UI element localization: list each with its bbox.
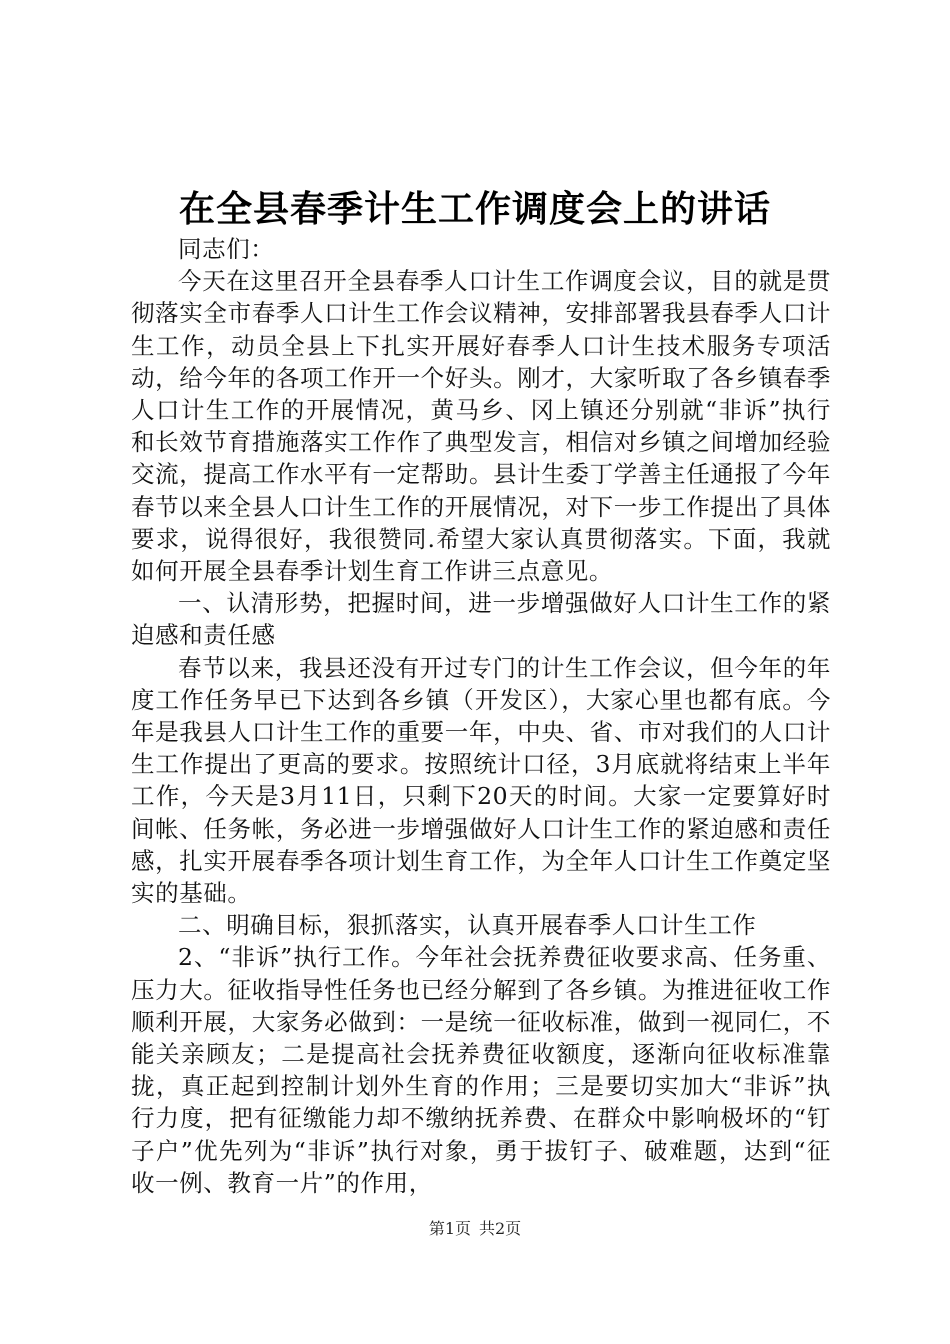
page-number-current: 第1页 (428, 1219, 471, 1238)
section-heading-2: 二、明确目标，狠抓落实，认真开展春季人口计生工作 (178, 911, 757, 940)
section-heading-1: 一、认清形势，把握时间，进一步增强做好人口计生工作的紧迫感和责任感 (131, 589, 831, 650)
section-1-paragraph: 春节以来，我县还没有开过专门的计生工作会议，但今年的年度工作任务早已下达到各乡镇（开发区），大家心里也都有底。今年是我县人口计生工作的重要一年，中央、省、市对我们的人口计生工作提出了更高的要求。按照统计口径，3月底就将结束上半年工作，今天是3月11日，只剩下20天的时间。大家一定要算好时间帐、任务帐，务必进一步增强做好人口计生工作的紧迫感和责任感，扎实开展春季各项计划生育工作，为全年人口计生工作奠定坚实的基础。 (131, 653, 831, 908)
page-footer (0, 1218, 950, 1240)
section-2-paragraph: 2、“非诉”执行工作。今年社会抚养费征收要求高、任务重、压力大。征收指导性任务也已经分解到了各乡镇。为推进征收工作顺利开展，大家务必做到：一是统一征收标准，做到一视同仁，不能关亲顾友；二是提高社会抚养费征收额度，逐渐向征收标准靠拢，真正起到控制计划外生育的作用；三是要切实加大“非诉”执行力度，把有征缴能力却不缴纳抚养费、在群众中影响极坏的“钉子户”优先列为“非诉”执行对象，勇于拔钉子、破难题，达到“征收一例、教育一片”的作用， (131, 943, 831, 1197)
intro-paragraph: 今天在这里召开全县春季人口计生工作调度会议，目的就是贯彻落实全市春季人口计生工作会议精神，安排部署我县春季人口计生工作，动员全县上下扎实开展好春季人口计生技术服务专项活动，给今年的各项工作开一个好头。刚才，大家听取了各乡镇春季人口计生工作的开展情况，黄马乡、冈上镇还分别就“非诉”执行和长效节育措施落实工作作了典型发言，相信对乡镇之间增加经验交流，提高工作水平有一定帮助。县计生委丁学善主任通报了今年春节以来全县人口计生工作的开展情况，对下一步工作提出了具体要求，说得很好，我很赞同.希望大家认真贯彻落实。下面，我就如何开展全县春季计划生育工作讲三点意见。 (131, 267, 831, 586)
page-number-total: 共2页 (479, 1219, 522, 1238)
greeting-paragraph: 同志们： (178, 235, 275, 263)
document-body (131, 233, 831, 1199)
document-title: 在全县春季计生工作调度会上的讲话 (178, 188, 771, 230)
